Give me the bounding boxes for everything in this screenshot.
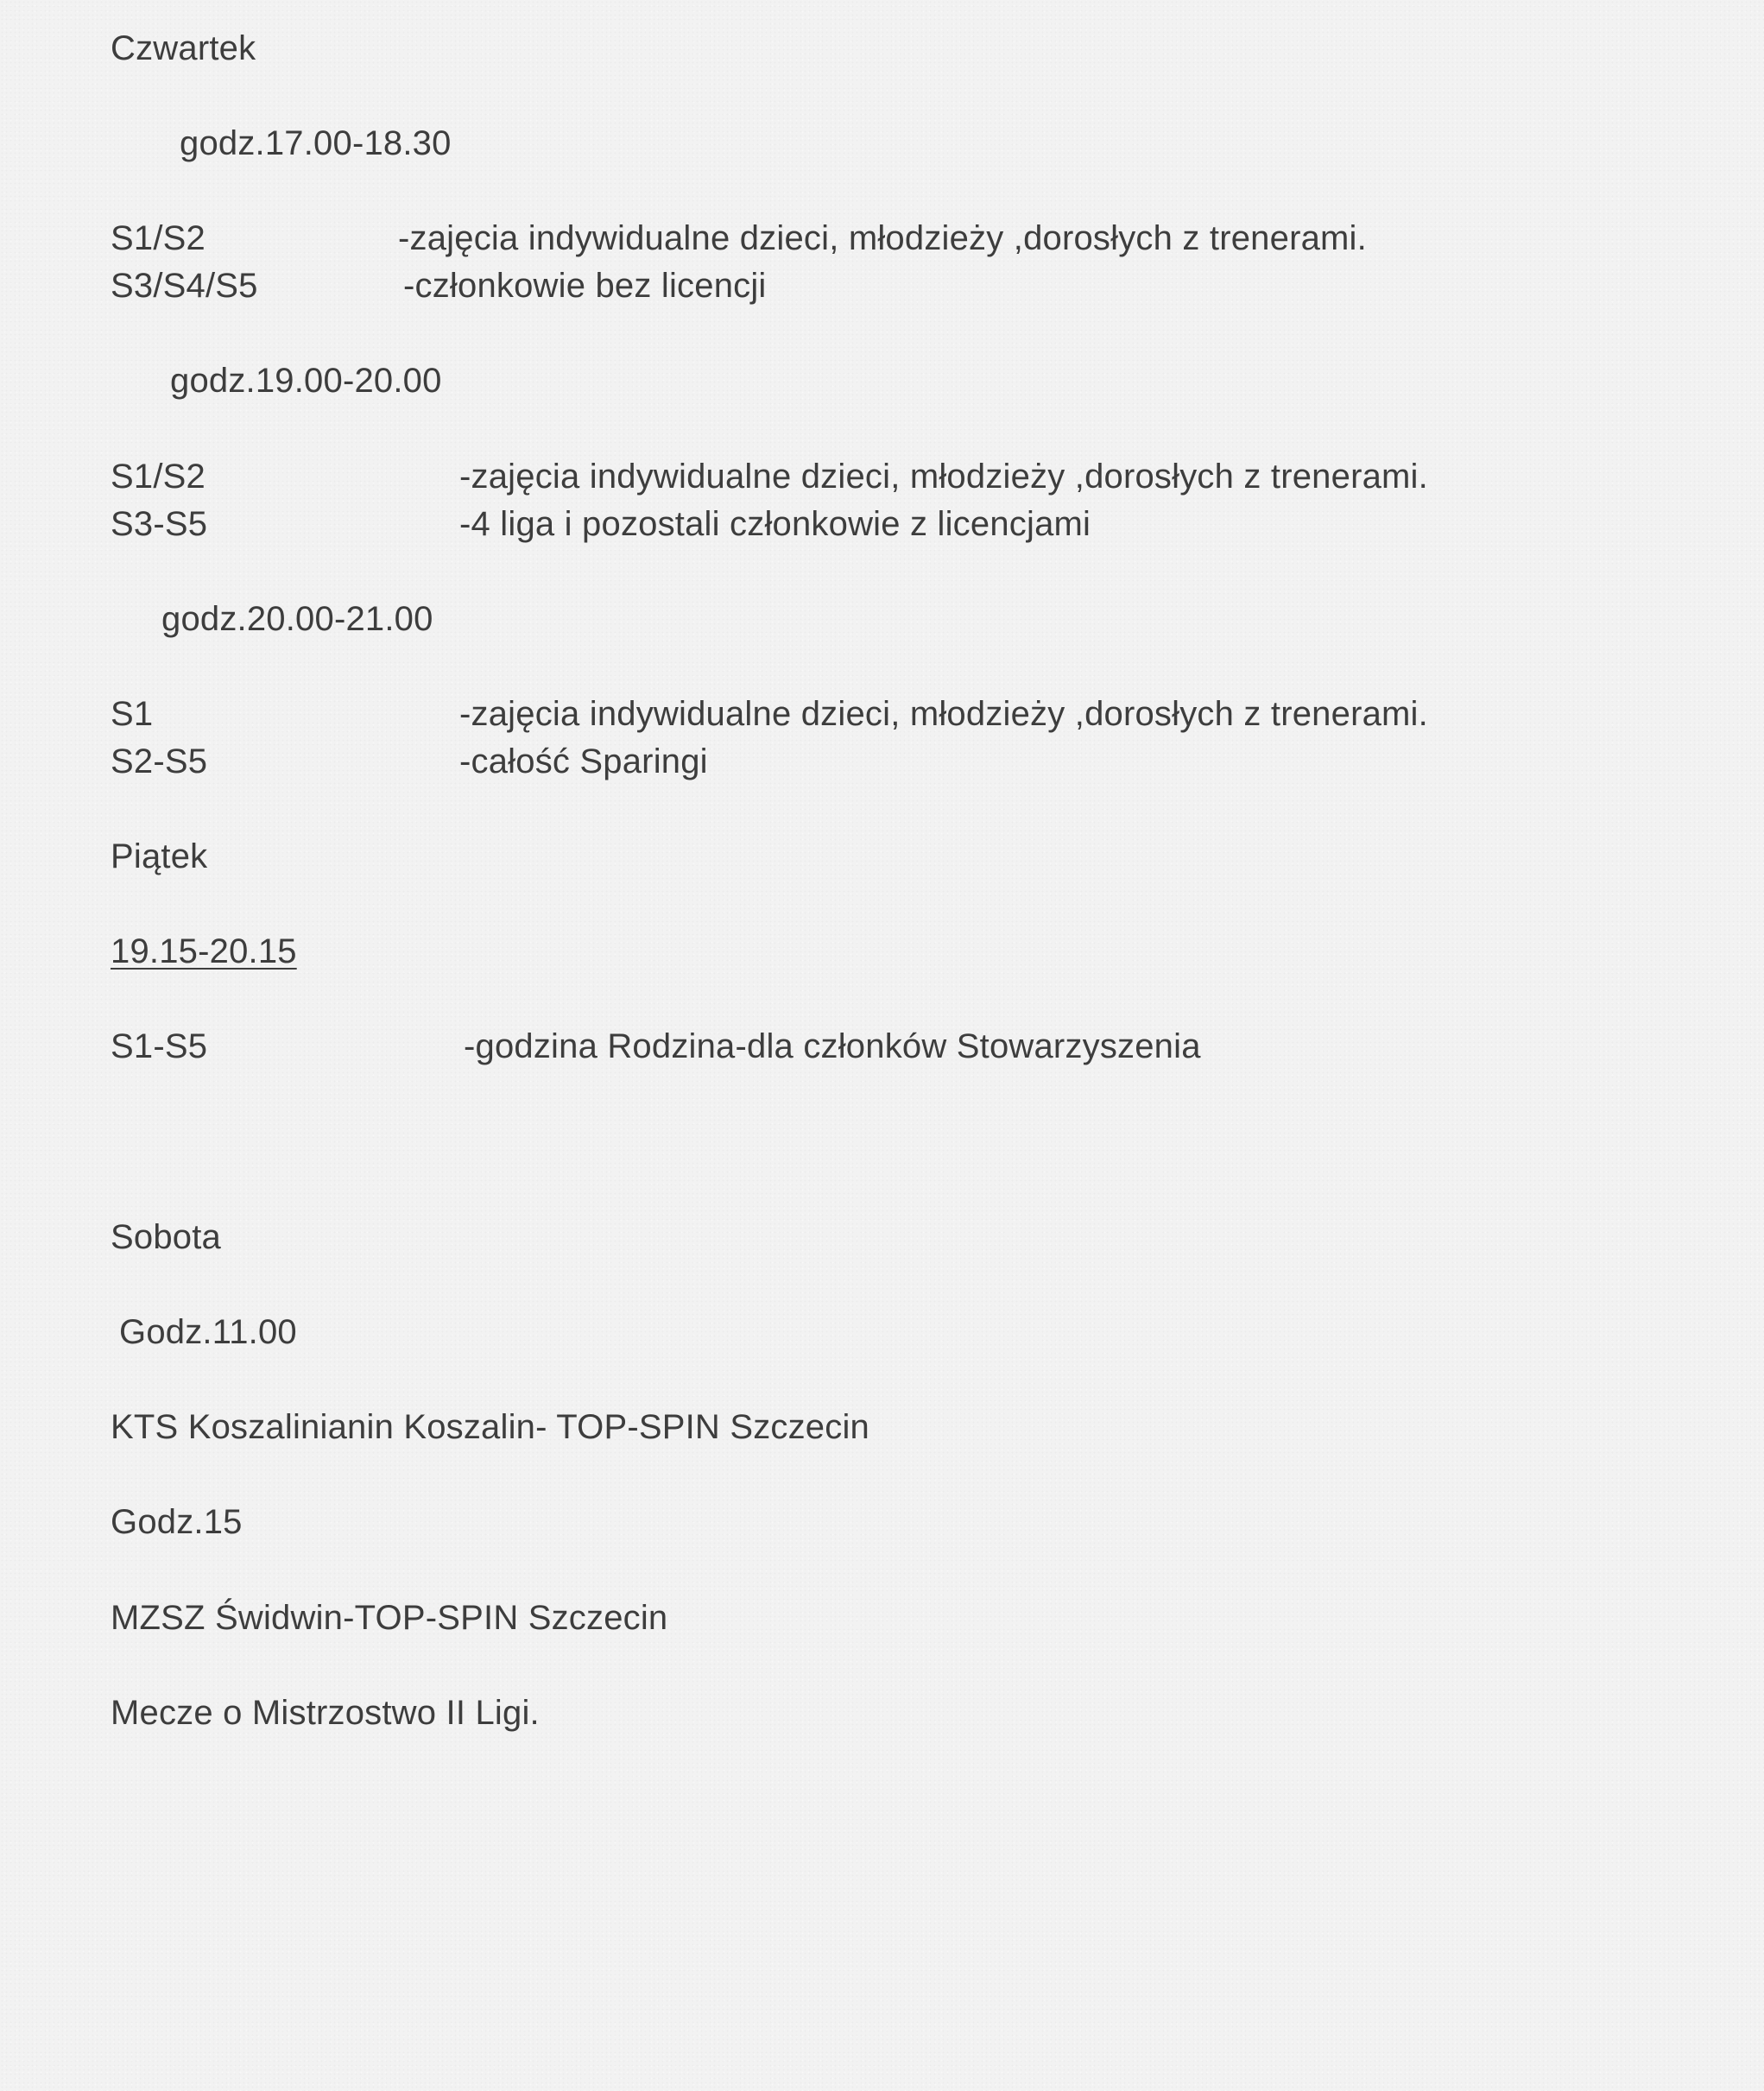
- day-heading-friday: Piątek: [111, 837, 208, 875]
- table-label: S1: [111, 695, 154, 733]
- time-slot-1: godz.17.00-18.30: [180, 124, 452, 162]
- slot-description: -zajęcia indywidualne dzieci, młodzieży ,dorosłych z trenerami.: [398, 219, 1367, 257]
- match-time-2: Godz.15: [111, 1503, 243, 1541]
- match-time-1: Godz.11.00: [119, 1313, 297, 1351]
- friday-time: 19.15-20.15: [111, 932, 297, 970]
- slot-description: -członkowie bez licencji: [403, 267, 767, 305]
- match-1: KTS Koszalinianin Koszalin- TOP-SPIN Szczecin: [111, 1408, 869, 1446]
- table-label: S3/S4/S5: [111, 267, 258, 305]
- time-slot-2: godz.19.00-20.00: [170, 362, 442, 400]
- slot-description: -godzina Rodzina-dla członków Stowarzyszenia: [464, 1027, 1201, 1065]
- day-heading-saturday: Sobota: [111, 1218, 221, 1256]
- slot-description: -zajęcia indywidualne dzieci, młodzieży ,dorosłych z trenerami.: [459, 695, 1428, 733]
- table-label: S1/S2: [111, 458, 205, 496]
- table-label: S1/S2: [111, 219, 205, 257]
- slot-description: -4 liga i pozostali członkowie z licencjami: [459, 505, 1091, 543]
- slot-description: -całość Sparingi: [459, 742, 708, 780]
- slot-description: -zajęcia indywidualne dzieci, młodzieży ,dorosłych z trenerami.: [459, 458, 1428, 496]
- league-note: Mecze o Mistrzostwo II Ligi.: [111, 1694, 540, 1732]
- table-label: S1-S5: [111, 1027, 208, 1065]
- table-label: S2-S5: [111, 742, 208, 780]
- table-label: S3-S5: [111, 505, 208, 543]
- day-heading-thursday: Czwartek: [111, 29, 256, 67]
- match-2: MZSZ Świdwin-TOP-SPIN Szczecin: [111, 1599, 668, 1637]
- time-slot-3: godz.20.00-21.00: [161, 600, 433, 638]
